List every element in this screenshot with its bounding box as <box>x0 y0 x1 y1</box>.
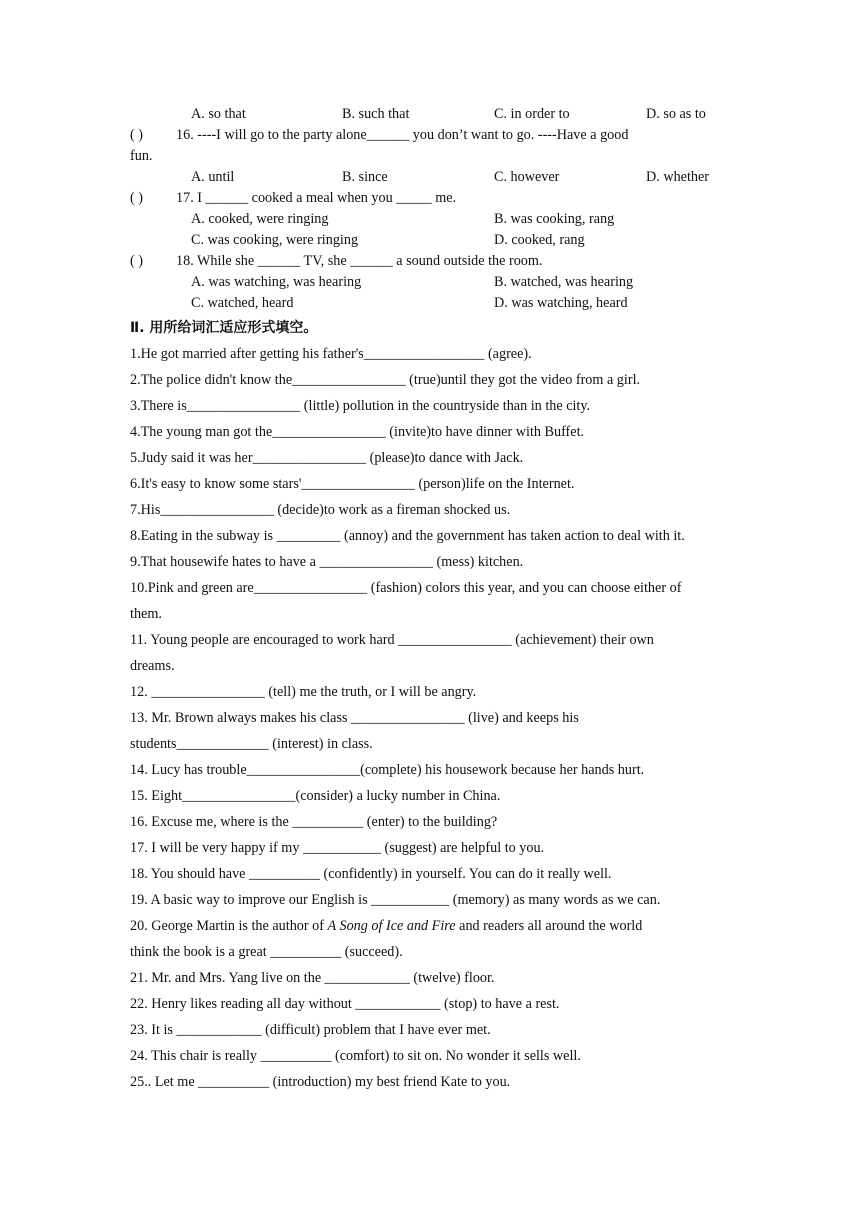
fill-line-20-cont: think the book is a great __________ (succeed). <box>130 944 403 960</box>
q16-stem: 16. ----I will go to the party alone______ you don’t want to go. ----Have a good <box>176 127 629 143</box>
q18-option-d: D. was watching, heard <box>494 295 628 311</box>
q15-option-d: D. so as to <box>646 106 706 122</box>
q17-option-c: C. was cooking, were ringing <box>191 232 359 248</box>
fill-line-20 <box>130 917 642 935</box>
fill-line-23: 23. It is ____________ (difficult) problem that I have ever met. <box>130 1022 491 1038</box>
q18-answer-paren: ( ) <box>130 253 143 269</box>
q16-option-b: B. since <box>342 169 388 185</box>
q16-option-c: C. however <box>494 169 560 185</box>
fill-line-9: 9.That housewife hates to have a ________________ (mess) kitchen. <box>130 554 524 570</box>
fill-line-25: 25.. Let me __________ (introduction) my best friend Kate to you. <box>130 1074 511 1090</box>
q17-option-a: A. cooked, were ringing <box>191 211 329 227</box>
fill-line-1: 1.He got married after getting his father's_________________ (agree). <box>130 346 532 362</box>
fill-line-13-cont: students_____________ (interest) in class. <box>130 736 373 752</box>
section-2-title: Ⅱ. 用所给词汇适应形式填空。 <box>130 320 318 336</box>
fill-line-8: 8.Eating in the subway is _________ (annoy) and the government has taken action to deal with it. <box>130 528 685 544</box>
fill-line-18: 18. You should have __________ (confidently) in yourself. You can do it really well. <box>130 866 612 882</box>
q16-option-d: D. whether <box>646 169 710 185</box>
fill-line-22: 22. Henry likes reading all day without ____________ (stop) to have a rest. <box>130 996 560 1012</box>
fill-line-3: 3.There is________________ (little) pollution in the countryside than in the city. <box>130 398 591 414</box>
fill-line-6: 6.It's easy to know some stars'________________ (person)life on the Internet. <box>130 476 575 492</box>
fill-line-20-post: and readers all around the world <box>455 918 643 934</box>
fill-line-13: 13. Mr. Brown always makes his class ________________ (live) and keeps his <box>130 710 579 726</box>
fill-line-20-pre: 20. George Martin is the author of <box>130 918 328 934</box>
fill-line-11-cont: dreams. <box>130 658 175 674</box>
fill-line-10-cont: them. <box>130 606 162 622</box>
q17-option-b: B. was cooking, rang <box>494 211 615 227</box>
fill-line-11: 11. Young people are encouraged to work hard ________________ (achievement) their own <box>130 632 654 648</box>
q18-option-c: C. watched, heard <box>191 295 294 311</box>
fill-line-16: 16. Excuse me, where is the __________ (enter) to the building? <box>130 814 498 830</box>
q17-stem: 17. I ______ cooked a meal when you _____ me. <box>176 190 457 206</box>
fill-line-24: 24. This chair is really __________ (comfort) to sit on. No wonder it sells well. <box>130 1048 581 1064</box>
fill-line-5: 5.Judy said it was her________________ (please)to dance with Jack. <box>130 450 524 466</box>
q16-stem-cont: fun. <box>130 148 153 164</box>
q17-answer-paren: ( ) <box>130 190 143 206</box>
fill-line-2: 2.The police didn't know the________________ (true)until they got the video from a girl. <box>130 372 641 388</box>
q16-option-a: A. until <box>191 169 235 185</box>
fill-line-14: 14. Lucy has trouble________________(complete) his housework because her hands hurt. <box>130 762 645 778</box>
fill-line-19: 19. A basic way to improve our English is ___________ (memory) as many words as we can. <box>130 892 661 908</box>
fill-line-10: 10.Pink and green are________________ (fashion) colors this year, and you can choose either of <box>130 580 682 596</box>
q16-answer-paren: ( ) <box>130 127 143 143</box>
q15-option-a: A. so that <box>191 106 246 122</box>
fill-line-4: 4.The young man got the________________ (invite)to have dinner with Buffet. <box>130 424 585 440</box>
fill-line-12: 12. ________________ (tell) me the truth, or I will be angry. <box>130 684 477 700</box>
q18-option-a: A. was watching, was hearing <box>191 274 362 290</box>
fill-line-17: 17. I will be very happy if my ___________ (suggest) are helpful to you. <box>130 840 545 856</box>
q15-option-b: B. such that <box>342 106 410 122</box>
q18-stem: 18. While she ______ TV, she ______ a sound outside the room. <box>176 253 543 269</box>
fill-line-21: 21. Mr. and Mrs. Yang live on the ____________ (twelve) floor. <box>130 970 495 986</box>
q17-option-d: D. cooked, rang <box>494 232 585 248</box>
fill-line-7: 7.His________________ (decide)to work as a fireman shocked us. <box>130 502 511 518</box>
q15-option-c: C. in order to <box>494 106 570 122</box>
q18-option-b: B. watched, was hearing <box>494 274 634 290</box>
book-title: A Song of Ice and Fire <box>327 918 456 934</box>
fill-line-15: 15. Eight________________(consider) a lucky number in China. <box>130 788 501 804</box>
